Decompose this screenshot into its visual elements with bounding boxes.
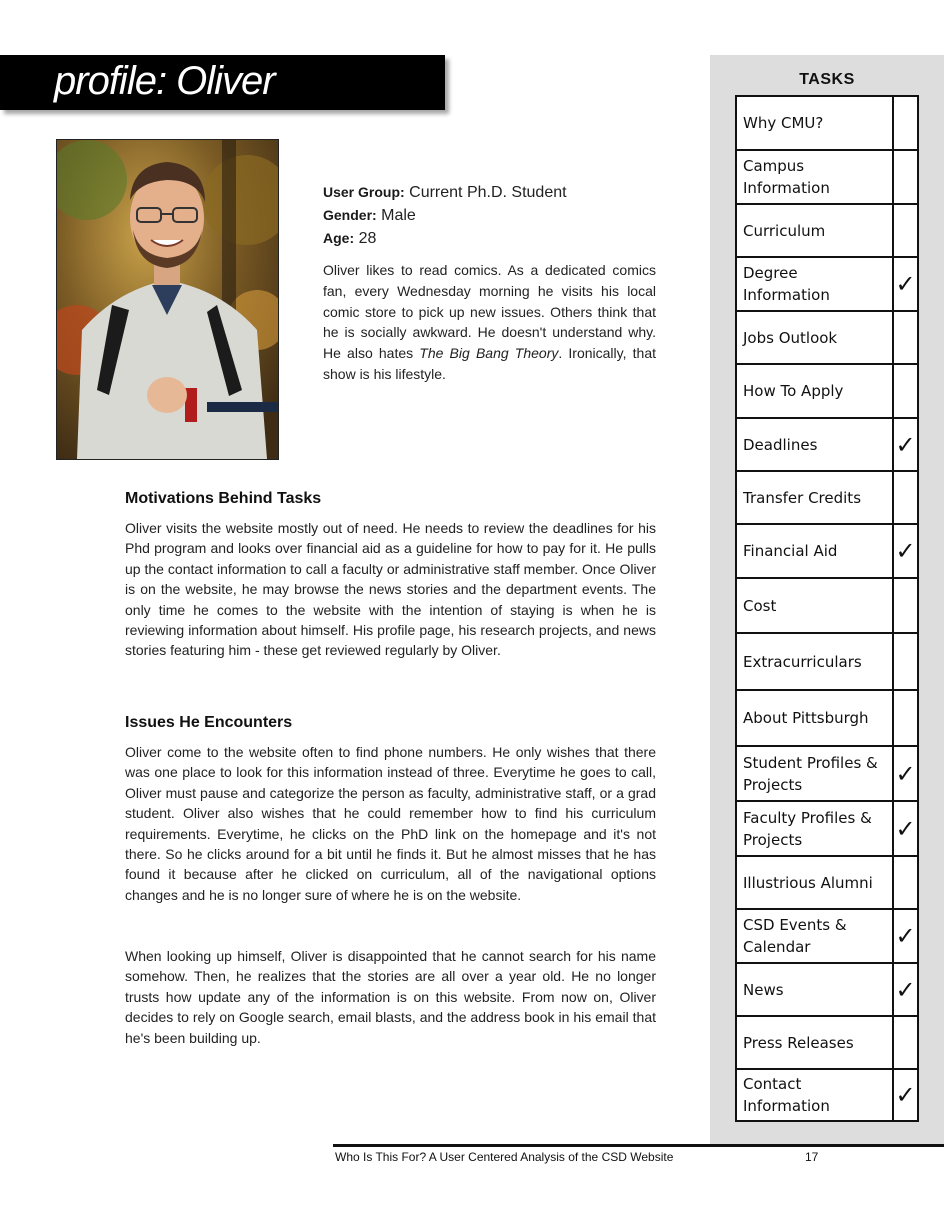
task-label: About Pittsburgh <box>736 690 893 746</box>
task-row <box>736 633 918 690</box>
age-row <box>323 227 567 250</box>
task-label: Transfer Credits <box>736 471 893 524</box>
profile-title-bar <box>0 55 445 110</box>
task-label: Extracurriculars <box>736 633 893 690</box>
task-row <box>736 364 918 418</box>
motivations-heading: Motivations Behind Tasks <box>125 490 322 507</box>
gender-row <box>323 204 567 227</box>
check-mark-icon: ✓ <box>893 1069 918 1121</box>
page-number: 17 <box>805 1150 819 1164</box>
check-mark-icon: ✓ <box>893 909 918 963</box>
profile-photo <box>56 139 279 460</box>
bio-show-title: The Big Bang Theory <box>419 345 559 362</box>
check-mark-icon: ✓ <box>893 746 918 801</box>
task-row <box>736 524 918 578</box>
empty-check-cell <box>893 311 918 364</box>
task-row <box>736 801 918 856</box>
task-row <box>736 1016 918 1069</box>
task-label: Contact Information <box>736 1069 893 1121</box>
task-row <box>736 311 918 364</box>
user-group-value: Current Ph.D. Student <box>409 184 567 201</box>
empty-check-cell <box>893 204 918 257</box>
task-label: Cost <box>736 578 893 633</box>
tasks-table <box>735 95 919 1122</box>
empty-check-cell <box>893 364 918 418</box>
task-row <box>736 963 918 1016</box>
empty-check-cell <box>893 96 918 150</box>
task-row <box>736 746 918 801</box>
issues-paragraph-1: Oliver come to the website often to find phone numbers. He only wishes that there was one place to look for this information instead of three. Everytime he goes to call, Oliver must pause and categorize the person as faculty, administrative staff, or a grad student. Oliver also wishes that he could remember how to find his curriculum requirements. Everytime, he clicks on the PhD link on the homepage and it's not there. So he clicks around for a bit until he finds it. But he almost misses that he has found it because after he clicked on curriculum, all of the navigational options changes and he is no longer sure of where he is on the website. <box>125 744 656 903</box>
age-value: 28 <box>358 230 377 247</box>
task-label: Campus Information <box>736 150 893 204</box>
task-label: Faculty Profiles & Projects <box>736 801 893 856</box>
empty-check-cell <box>893 471 918 524</box>
user-group-row <box>323 181 567 204</box>
task-row <box>736 204 918 257</box>
empty-check-cell <box>893 633 918 690</box>
task-row <box>736 150 918 204</box>
profile-bio <box>323 260 656 385</box>
task-row <box>736 418 918 471</box>
profile-meta <box>323 181 567 250</box>
gender-value: Male <box>381 207 416 224</box>
task-label: News <box>736 963 893 1016</box>
age-label: Age: <box>323 230 355 246</box>
task-label: Why CMU? <box>736 96 893 150</box>
task-row <box>736 856 918 909</box>
task-label: How To Apply <box>736 364 893 418</box>
empty-check-cell <box>893 150 918 204</box>
check-mark-icon: ✓ <box>893 418 918 471</box>
task-label: CSD Events & Calendar <box>736 909 893 963</box>
task-label: Press Releases <box>736 1016 893 1069</box>
empty-check-cell <box>893 1016 918 1069</box>
footer-rule <box>333 1144 944 1147</box>
task-label: Student Profiles & Projects <box>736 746 893 801</box>
check-mark-icon: ✓ <box>893 801 918 856</box>
task-label: Degree Information <box>736 257 893 311</box>
task-label: Illustrious Alumni <box>736 856 893 909</box>
task-row <box>736 96 918 150</box>
gender-label: Gender: <box>323 207 377 223</box>
task-row <box>736 471 918 524</box>
task-label: Curriculum <box>736 204 893 257</box>
profile-title: profile: Oliver <box>54 59 275 103</box>
bio-text: Oliver likes to read comics. As a dedicated comics fan, every Wednesday morning he visits his local comic store to pick up new issues. Others think that he is socially awkward. He doesn't understand why. He also hates <box>323 262 656 362</box>
task-row <box>736 257 918 311</box>
check-mark-icon: ✓ <box>893 257 918 311</box>
tasks-title: TASKS <box>799 71 855 88</box>
person-photo-illustration <box>57 140 278 459</box>
user-group-label: User Group: <box>323 184 405 200</box>
footer-title: Who Is This For? A User Centered Analysis of the CSD Website <box>335 1150 674 1164</box>
task-row <box>736 1069 918 1121</box>
bio-text-end: . Ironically, that show is his lifestyle. <box>323 345 656 382</box>
check-mark-icon: ✓ <box>893 963 918 1016</box>
task-label: Deadlines <box>736 418 893 471</box>
check-mark-icon: ✓ <box>893 524 918 578</box>
task-label: Financial Aid <box>736 524 893 578</box>
task-row <box>736 690 918 746</box>
empty-check-cell <box>893 578 918 633</box>
task-label: Jobs Outlook <box>736 311 893 364</box>
empty-check-cell <box>893 856 918 909</box>
task-row <box>736 909 918 963</box>
issues-heading: Issues He Encounters <box>125 714 293 731</box>
motivations-text: Oliver visits the website mostly out of need. He needs to review the deadlines for his Phd program and looks over financial aid as a guideline for how to pay for it. He pulls up the contact information to call a faculty or administrative staff member. Once Oliver is on the website, he may browse the news stories and the department events. The only time he comes to the website with the intention of staying is when he is reviewing information about himself. His profile page, his research projects, and news stories featuring him - these get reviewed regularly by Oliver. <box>125 520 656 659</box>
issues-paragraph-2: When looking up himself, Oliver is disappointed that he cannot search for his name somehow. Then, he realizes that the stories are all over a year old. He no longer trusts how update any of the information is on this website. From now on, Oliver decides to rely on Google search, email blasts, and the address book in his email that he's been building up. <box>125 948 656 1046</box>
empty-check-cell <box>893 690 918 746</box>
task-row <box>736 578 918 633</box>
